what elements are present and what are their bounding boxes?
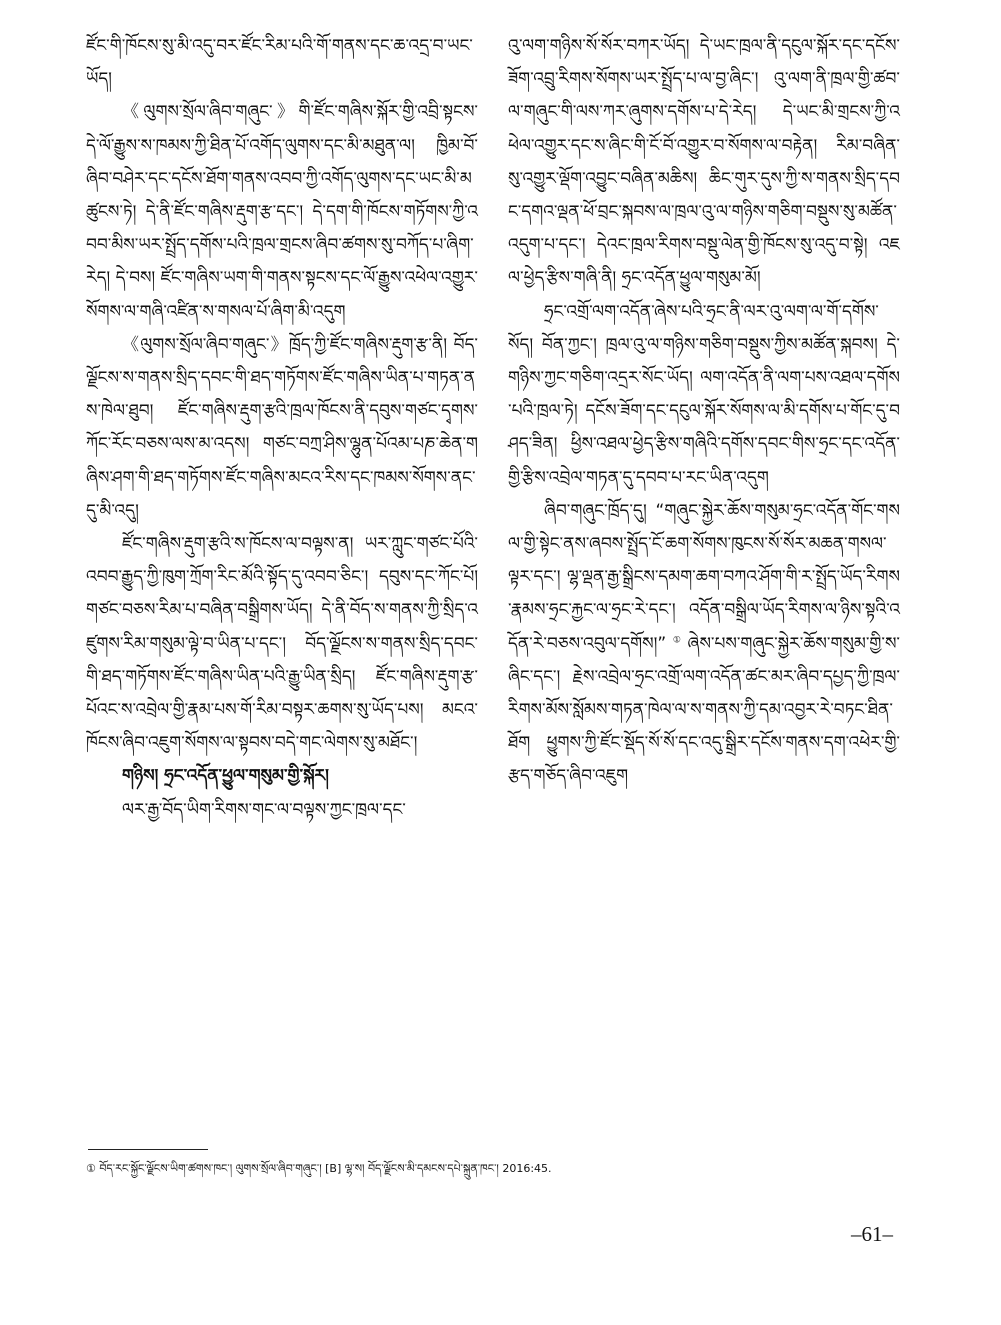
body-paragraph: 《ལུགས་སྲོལ་ཞིབ་གཞུང་》གི་ཛོང་གཞིས་སྐོར་གྱི་འབྲི་སྟངས་དེ་ལོ་རྒྱུས་ས་ཁམས་ཀྱི་ཐིན་པོ་འགོད་ལུགས་དང་མི་མཐུན་ལ། ཁྱིམ་བོ་ཞིབ་བཤེར་དང་དངོས་ཐོག་གནས་འབབ་ཀྱི་འགོད་ལུགས་དང་ཡང་མི་མཚུངས་ཏེ། དེ་ནི་ཛོང་གཞིས་རྡུག་རྩ་དང་། དེ་དག་གི་ཁོངས་གཏོགས་ཀྱི་འབབ་མིས་ཡར་སྤྲོད་དགོས་པའི་ཁྲལ་གྲངས་ཞིབ་ཚགས་སུ་བཀོད་པ་ཞིག་རེད། དེ་བས། ཛོང་གཞིས་ཡག་གི་གནས་སྟངས་དང་ལོ་རྒྱུས་འཕེལ་འགྱུར་སོགས་ལ་གཞི་འཛིན་ས་གསལ་པོ་ཞིག་མི་འདུག (86, 102, 478, 322)
right-column (508, 30, 900, 794)
body-paragraph: ལར་རྒྱ་བོད་ཡིག་རིགས་གང་ལ་བལྟས་ཀྱང་ཁྲལ་དང་ (122, 799, 406, 820)
body-paragraph: ཛོང་གི་ཁོངས་སུ་མི་འདུ་བར་ཛོང་རིམ་པའི་གོ་གནས་དང་ཆ་འདྲ་བ་ཡང་ཡོད། (86, 36, 473, 90)
body-paragraph: འུ་ལག་གཉིས་སོ་སོར་བཀར་ཡོད། དེ་ཡང་ཁྲལ་ནི་དངུལ་སྐོར་དང་དངོས་ཟོག་འབྲུ་རིགས་སོགས་ཡར་སྤྲོད་པ་ལ་བྱ་ཞིང་། འུ་ལག་ནི་ཁྲལ་གྱི་ཚབ་ལ་གཞུང་གི་ལས་ཀར་ཞུགས་དགོས་པ་དེ་རེད། དེ་ཡང་མི་གྲངས་ཀྱི་འཕེལ་འགྱུར་དང་ས་ཞིང་གི་ངོ་བོ་འགྱུར་བ་སོགས་ལ་བརྟེན། རིམ་བཞིན་སུ་འགྱུར་ལྡོག་འབྱུང་བཞིན་མཆིས། ཆིང་གུར་དུས་ཀྱི་ས་གནས་སྲིད་དབང་དགའ་ལྡན་ཕོ་བྲང་སྐབས་ལ་ཁྲལ་འུ་ལ་གཉིས་གཅིག་བསྡུས་སུ་མཚོན་འདུག་པ་དང་། དེའང་ཁྲལ་རིགས་བསྡུ་ལེན་གྱི་ཁོངས་སུ་འདུ་བ་སྟེ། འཇལ་ཕྱེད་རྩིས་གཞི་ནི། ཧྲང་འདོན་ཕྱུལ་གསུམ་མོ། (508, 36, 900, 289)
quoted-text: ཞིབ་གཞུང་ཁྲོད་དུ། “གཞུང་སྐྱེར་ཆོས་གསུམ་ཧྲང་འདོན་གོང་གསལ་གྱི་སྟེང་ནས་ཞབས་སྤྲོད་ངོ་ཆག་སོགས་ཁུངས་སོ་སོར་མཆན་གསལ་ལྟར་དང་། ལྷ་ལྡན་རྒྱ་སྒྲིངས་དམག་ཆག་བཀའ་ཤོག་གི་ར་སྤྲོད་ཡོད་རིགས་རྣམས་ཧྲང་རྐྱང་ལ་ཧྲང་རེ་དང་། འདོན་བསྒྲིལ་ཡོད་རིགས་ལ་ཉིས་སྟའི་འདོན་རེ་བཅས་འབུལ་དགོས།” (508, 500, 900, 654)
body-paragraph: ཛོང་གཞིས་རྡུག་རྩའི་ས་ཁོངས་ལ་བལྟས་ན། ཡར་ཀླུང་གཙང་པོའི་འབབ་རྒྱུད་ཀྱི་ཁུག་ཀྲོག་རིང་མོའི་སྟོད་དུ་འབབ་ཅིང་། དབུས་དང་ཀོང་པོ། གཙང་བཅས་རིམ་པ་བཞིན་བསྒྲིགས་ཡོད། དེ་ནི་བོད་ས་གནས་ཀྱི་སྲིད་འཛུགས་རིམ་གསུམ་ལྟེ་བ་ཡིན་པ་དང་། བོད་ལྗོངས་ས་གནས་སྲིད་དབང་གི་ཐད་གཏོགས་ཛོང་གཞིས་ཡིན་པའི་རྒྱུ་ཡིན་སྲིད། ཛོང་གཞིས་རྡུག་རྩ་པོའང་ས་འབྲེལ་གྱི་རྣམ་པས་གོ་རིམ་བསྟར་ཆགས་སུ་ཡོད་པས། མངའ་ཁོངས་ཞིབ་འཇུག་སོགས་ལ་སྟབས་བདེ་གང་ལེགས་སུ་མཐོང་། (86, 534, 478, 754)
page-number: –61– (851, 1222, 893, 1246)
section-heading: གཉིས། ཧྲང་འདོན་ཕྱུལ་གསུམ་གྱི་སྐོར། (122, 766, 329, 787)
footnote-text: བོད་རང་སྐྱོང་ལྗོངས་ཡིག་ཚགས་ཁང་། ལུགས་སྲོལ་ཞིབ་གཞུང་། [B] ལྷ་ས། བོད་ལྗོངས་མི་དམངས་དཔེ་སྐྲུན་ཁང་། 2016:45. (99, 1162, 552, 1175)
body-paragraph: ཧྲང་འགྲོ་ལག་འདོན་ཞེས་པའི་ཧྲང་ནི་ལར་འུ་ལག་ལ་གོ་དགོས་སོད། བོན་ཀྱང་། ཁྲལ་འུ་ལ་གཉིས་གཅིག་བསྡུས་ཀྱིས་མཚོན་སྐབས། དེ་གཉིས་ཀྱང་གཅིག་འདྲར་སོང་ཡོད། ལག་འདོན་ནི་ལག་པས་འཐལ་དགོས་པའི་ཁྲལ་ཏེ། དངོས་ཟོག་དང་དངུལ་སྐོར་སོགས་ལ་མི་དགོས་པ་གོང་དུ་བཤད་ཟིན། ཕྱིས་འཐལ་ཕྱེད་རྩིས་གཞིའི་དགོས་དབང་གིས་ཧྲང་དང་འདོན་གྱི་རྩིས་འབྲེལ་གཏན་དུ་དབབ་པ་རང་ཡིན་འདུག (508, 301, 900, 488)
footnote-marker: ① (86, 1162, 96, 1175)
body-text: ཞེས་པས་གཞུང་སྐྱེར་ཆོས་གསུམ་གྱི་ས་ཞིང་དང་། རྗེས་འབྲེལ་ཧྲང་འགྲོ་ལག་འདོན་ཚང་མར་ཞིབ་དཔྱད་ཀྱི་ཁྲལ་རིགས་མོས་སློམས་གཏན་ཁེལ་ལ་ས་གནས་ཀྱི་དམ་འབྱར་རེ་བཏང་ཐིན་ཐོག ཕྱུགས་ཀྱི་ཛོང་སྡོད་སོ་སོ་དང་འདུ་སྒྲིར་དངོས་གནས་དག་འཕེར་གྱི་རྩད་གཅོད་ཞིབ་འཇུག (508, 633, 900, 787)
footnote (86, 1158, 916, 1180)
footnote-reference[interactable]: ① (666, 635, 688, 645)
footnote-divider (88, 1149, 208, 1150)
left-column (86, 30, 478, 827)
body-paragraph: 《ལུགས་སྲོལ་ཞིབ་གཞུང་》ཁྲོད་ཀྱི་ཛོང་གཞིས་རྡུག་རྩ་ནི། བོད་ལྗོངས་ས་གནས་སྲིད་དབང་གི་ཐད་གཏོགས་ཛོང་གཞིས་ཡིན་པ་གཏན་ནས་ཁེལ་ཐུབ། ཛོང་གཞིས་རྡུག་རྩའི་ཁྲལ་ཁོངས་ནི་དབུས་གཙང་དྭགས་ཀོང་རོང་བཅས་ལས་མ་འདས། གཙང་བཀྲ་ཤིས་ལྷུན་པོའམ་པཎ་ཆེན་གཞིས་ཤག་གི་ཐད་གཏོགས་ཛོང་གཞིས་མངའ་རིས་དང་ཁམས་སོགས་ནང་དུ་མི་འདུ། (86, 334, 478, 521)
body-paragraph (508, 495, 900, 794)
